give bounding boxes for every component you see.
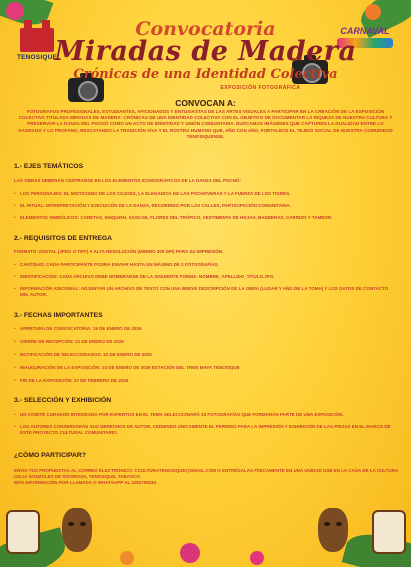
contact-phone: MÁS INFORMACIÓN POR LLAMADA O WHATSAPP AL 2281795284 [14, 480, 157, 485]
list-item: • INAUGURACIÓN DE LA EXPOSICIÓN: 24 DE ENERO DE 2026 ESTACIÓN DEL TREN MAYA TENOSIQUE [20, 365, 398, 371]
list-item: • CIERRE DE RECEPCIÓN: 21 DE ENERO DE 2026 [20, 339, 398, 345]
list-item: • EL RITUAL: INTERPRETACIÓN Y EJECUCIÓN DE LA DANZA, RECORRIDO POR LAS CALLES, PARTICIPACIÓN COMUNITARIA. [20, 203, 398, 209]
carnaval-logo-text: CARNAVAL [340, 26, 390, 36]
contact-instructions: ENVÍA TUS PROPUESTAS AL CORREO ELECTRÓNICO: CCULTURATENOSIQUE@GMAIL.COM O ENTRÉGALAS FÍSICAMENTE EN UNA UNIDAD USB EN LA CASA DE LA CULTURA CELIA GONZÁLES DE ROVIROSA, TENOSIQUE, TABASCO. [14, 468, 399, 479]
list-item: • LOS PERSONAJES: EL MISTICISMO DE LOS COJÓES, LA ELEGANCIA DE LAS POCHOVERAS Y LA FUERZA DE LOS TIGRES. [20, 191, 398, 197]
list-item: • LOS AUTORES CONSERVARÁN SUS DERECHOS DE AUTOR, CEDIENDO ÚNICAMENTE EL PERMISO PARA LA IMPRESIÓN Y EXHIBICIÓN DE LAS PIEZAS EN EL MARCO DE ESTE PROYECTO CULTURAL COMUNITARIO. [20, 424, 398, 436]
mask-illustration-right [318, 508, 348, 552]
tenosique-logo-text: TENOSIQUE [16, 54, 58, 61]
flower-decoration-bottom [120, 551, 134, 565]
flower-decoration-bottom [250, 551, 264, 565]
list-item: • IDENTIFICACIÓN: CADA ARCHIVO DEBE NOMBRARSE DE LA SIGUIENTE FORMA: NOMBRE_APELLIDO_TITULO.JPG. [20, 274, 398, 280]
section-heading-ejes: 1.- EJES TEMÁTICOS [14, 163, 84, 170]
list-item: • CANTIDAD: CADA PARTICIPANTE PODRÁ ENVIAR HASTA UN MÁXIMO DE 2 FOTOGRAFÍAS. [20, 262, 398, 268]
title-convocatoria: Convocatoria [135, 18, 276, 40]
section-heading-participar: ¿CÓMO PARTICIPAR? [14, 452, 86, 459]
exposition-label: EXPOSICIÓN FOTOGRÁFICA [220, 85, 301, 91]
convocan-heading: CONVOCAN A: [175, 98, 236, 108]
title-main: Miradas de Madera [54, 36, 357, 67]
drum-illustration-right [372, 510, 406, 554]
contact-text [14, 468, 399, 486]
section-heading-fechas: 3.- FECHAS IMPORTANTES [14, 312, 103, 319]
section-heading-requisitos: 2.- REQUISITOS DE ENTREGA [14, 235, 113, 242]
drum-illustration-left [6, 510, 40, 554]
list-item: • INFORMACIÓN ADICIONAL: ADJUNTAR UN ARCHIVO DE TEXTO CON UNA BREVE DESCRIPCIÓN DE LA OBRA (LUGAR Y AÑO DE LA TOMA) Y LOS DATOS DE CONTACTO DEL AUTOR. [20, 286, 398, 298]
list-item: • APERTURA DE CONVOCATORIA: 19 DE ENERO DE 2026 [20, 326, 398, 332]
list-item: • FIN DE LA EXPOSICIÓN: 27 DE FEBRERO DE 2026 [20, 378, 398, 384]
flower-decoration-bottom [180, 543, 200, 563]
convocan-text: FOTOGRAFOS PROFESIONALES, ESTUDIANTES, AFICIONADOS Y ENTUSIASTAS DE LAS ARTES VISUALES A PARTICIPAR EN LA CREACIÓN DE LA EXPOSICIÓN COLECTIVA TITULADA MIRADAS DE MADERA: CRÓNICAS DE UNA IDENTIDAD COLECTIVA CON EL OBJETIVO DE DOCUMENTAR LA RIQUEZA DE NUESTRA CULTURA Y PRESERVAR LA DANZA DEL POCHÓ COMO UN ACTO DE IDENTIDAD Y UNIÓN COMUNITARIA. BUSCAMOS IMÁGENES QUE CAPTUREN LA DUALIDAD ENTRE LO SAGRADO Y LO PROFANO, RESCATANDO LA TRADICIÓN VIVA Y EL ROSTRO HUMANO QUE, AÑO CON AÑO, FORTALECE EL TEJIDO SOCIAL DE NUESTRA COMUNIDAD TENOSIQUENSE. [18, 109, 393, 139]
list-item: • NOTIFICACIÓN DE SELECCIONADOS: 22 DE ENERO DE 2026 [20, 352, 398, 358]
title-subtitle: Crónicas de una Identidad Colectiva [73, 67, 338, 82]
list-item: • ELEMENTOS SIMBÓLICOS: CARETAS, SHIQUISH, SASCAB, FLORES DEL TRÓPICO, VESTIMENTA DE HOJAS, BANDERAS, CARRIZO Y TAMBOR. [20, 215, 398, 221]
list-item: • UN COMITÉ CURADOR INTEGRADO POR EXPERTOS EN EL TEMA SELECCIONARÁ 23 FOTOGRAFÍAS QUE FORMARÁN PARTE DE UNA EXPOSICIÓN. [20, 412, 398, 418]
section-intro-requisitos: FORMATO: DIGITAL (JPEG O TIFF) A ALTA RESOLUCIÓN (MÍNIMO 300 DPI) PARA SU IMPRESIÓN. [14, 249, 224, 254]
section-heading-seleccion: 3.- SELECCIÓN Y EXHIBICIÓN [14, 397, 112, 404]
section-intro-ejes: LAS OBRAS DEBERÁN CENTRARSE EN LOS ELEMENTOS ICONOGRÁFICOS DE LA DANZA DEL POCHÓ: [14, 178, 242, 183]
mask-illustration-left [62, 508, 92, 552]
